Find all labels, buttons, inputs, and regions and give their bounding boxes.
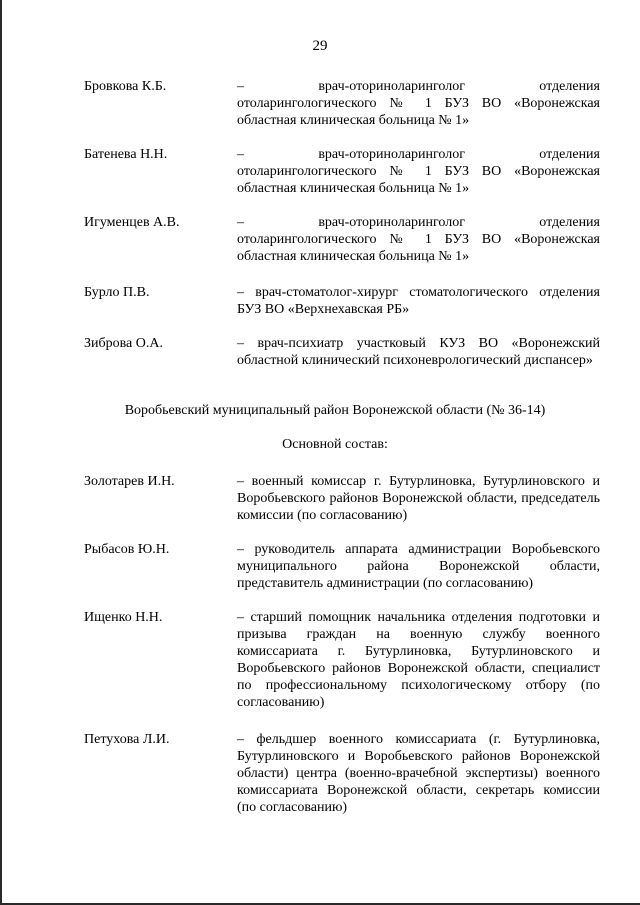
member-position: – старший помощник начальника отделения подготовки и призыва граждан на военную службу военного комиссариата г. Бутурлиновка, Бутурлиновского и Воробьевского районов Воронежской области, специалист по профессиональному психологическому отбору (по согласованию) xyxy=(237,610,600,710)
member-name: Бровкова К.Б. xyxy=(84,79,167,94)
section-heading: Основной состав: xyxy=(282,437,388,452)
member-position: – руководитель аппарата администрации Воробьевского муниципального района Воронежской области, представитель администрации (по согласованию) xyxy=(237,542,600,591)
page-number: 29 xyxy=(312,38,328,54)
member-name: Рыбасов Ю.Н. xyxy=(84,542,170,557)
member-name: Ищенко Н.Н. xyxy=(84,610,163,625)
member-position: – фельдшер военного комиссариата (г. Бутурлиновка, Бутурлиновского и Воробьевского районов Воронежской области) центра (военно-врачебной экспертизы) военного комиссариата Воронежской области, секретарь комиссии (по согласованию) xyxy=(237,732,600,815)
member-position: – врач-оториноларинголог отделения отоларингологического № 1 БУЗ ВО «Воронежская областная клиническая больница № 1» xyxy=(237,79,600,128)
member-name: Батенева Н.Н. xyxy=(84,147,168,162)
member-position: – врач-оториноларинголог отделения отоларингологического № 1 БУЗ ВО «Воронежская областная клиническая больница № 1» xyxy=(237,215,600,264)
member-name: Зиброва О.А. xyxy=(84,336,163,351)
district-heading: Воробьевский муниципальный район Воронежской области (№ 36-14) xyxy=(124,403,546,418)
member-position: – военный комиссар г. Бутурлиновка, Бутурлиновского и Воробьевского районов Воронежской области, председатель комиссии (по согласованию) xyxy=(237,474,600,523)
member-position: – врач-психиатр участковый КУЗ ВО «Воронежский областной клинический психоневрологический диспансер» xyxy=(237,336,600,368)
member-name: Петухова Л.И. xyxy=(84,732,170,747)
member-name: Бурло П.В. xyxy=(84,285,150,300)
member-name: Золотарев И.Н. xyxy=(84,474,175,489)
member-name: Игуменцев А.В. xyxy=(84,215,180,230)
member-position: – врач-стоматолог-хирург стоматологического отделения БУЗ ВО «Верхнехавская РБ» xyxy=(237,285,600,317)
member-position: – врач-оториноларинголог отделения отоларингологического № 1 БУЗ ВО «Воронежская областная клиническая больница № 1» xyxy=(237,147,600,196)
